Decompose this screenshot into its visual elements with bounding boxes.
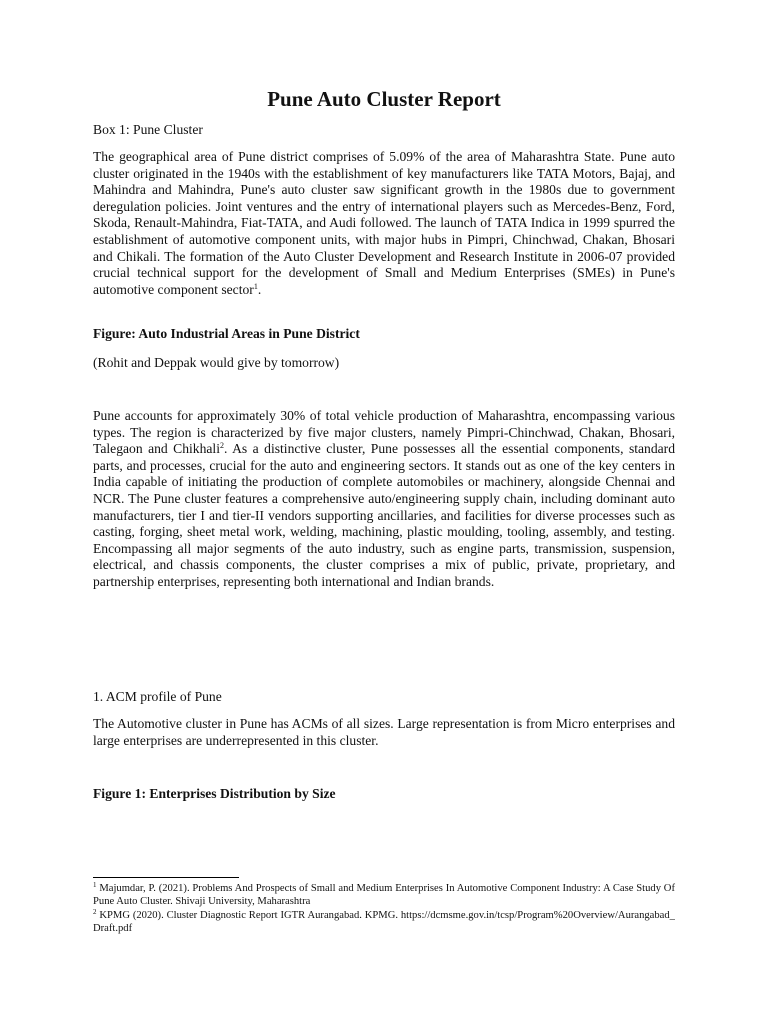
footnote-text: Majumdar, P. (2021). Problems And Prospects of Small and Medium Enterprises In Automotive Component Industry: A Case Study Of Pune Auto Cluster. Shivaji University, Maharashtra bbox=[93, 883, 675, 907]
figure-placeholder-note: (Rohit and Deppak would give by tomorrow) bbox=[93, 355, 340, 370]
document-title: Pune Auto Cluster Report bbox=[267, 87, 501, 111]
paragraph-acm-sizes: The Automotive cluster in Pune has ACMs of all sizes. Large representation is from Micro enterprises and large enterprises are underrepresented in this cluster. bbox=[93, 716, 675, 748]
footnote-text: KPMG (2020). Cluster Diagnostic Report IGTR Aurangabad. KPMG. https://dcmsme.gov.in/tcsp/Program%20Overview/Aurangabad_Draft.pdf bbox=[93, 910, 675, 934]
footnote-2 bbox=[93, 909, 675, 935]
footnote-1 bbox=[93, 882, 675, 908]
footnote-number: 2 bbox=[93, 908, 97, 916]
paragraph-pune-cluster-overview bbox=[93, 149, 675, 298]
paragraph-text-part-2: . As a distinctive cluster, Pune possesses all the essential components, standard parts, and processes, crucial for the auto and engineering sectors. It stands out as one of the key centers in India capable of initiating the production of complete automobiles or machinery, alongside Chennai and NCR. The Pune cluster features a comprehensive auto/engineering supply chain, including dominant auto manufacturers, tier I and tier-II vendors supporting ancillaries, and facilities for diverse processes such as casting, forging, sheet metal work, welding, machining, plastic moulding, tooling, assembly, and testing. Encompassing all major segments of the auto industry, such as engine parts, transmission, suspension, electrical, and chassis components, the cluster comprises a mix of public, private, proprietary, and partnership enterprises, representing both international and Indian brands. bbox=[93, 441, 675, 589]
footnote-separator bbox=[93, 877, 239, 878]
paragraph-text: The geographical area of Pune district comprises of 5.09% of the area of Maharashtra State. Pune auto cluster originated in the 1940s with the establishment of key manufacturers like TATA Motors, Bajaj, and Mahindra and Mahindra, Pune's auto cluster saw significant growth in the 1980s due to government deregulation policies. Joint ventures and the entry of international players such as Mercedes-Benz, Ford, Skoda, Renault-Mahindra, Fiat-TATA, and Audi followed. The launch of TATA Indica in 1999 spurred the establishment of automotive component units, with major hubs in Pimpri, Chinchwad, Chakan, Bhosari and Chikali. The formation of the Auto Cluster Development and Research Institute in 2006-07 provided crucial technical support for the development of Small and Medium Enterprises (SMEs) in Pune's automotive component sector bbox=[93, 149, 675, 297]
box-label: Box 1: Pune Cluster bbox=[93, 122, 203, 137]
section-heading-acm-profile: 1. ACM profile of Pune bbox=[93, 689, 222, 704]
footnote-number: 1 bbox=[93, 881, 97, 889]
paragraph-pune-production bbox=[93, 408, 675, 591]
footnote-ref-2[interactable]: 2 bbox=[220, 441, 224, 451]
paragraph-text-part-1: Pune accounts for approximately 30% of total vehicle production of Maharashtra, encompassing various types. The region is characterized by five major clusters, namely Pimpri-Chinchwad, Chakan, Bhosari, Talegaon and Chikhali bbox=[93, 408, 675, 457]
figure-heading-enterprise-distribution: Figure 1: Enterprises Distribution by Size bbox=[93, 786, 336, 801]
paragraph-end: . bbox=[257, 281, 262, 297]
figure-heading-industrial-areas: Figure: Auto Industrial Areas in Pune District bbox=[93, 326, 360, 341]
footnote-ref-1[interactable]: 1 bbox=[253, 281, 258, 291]
